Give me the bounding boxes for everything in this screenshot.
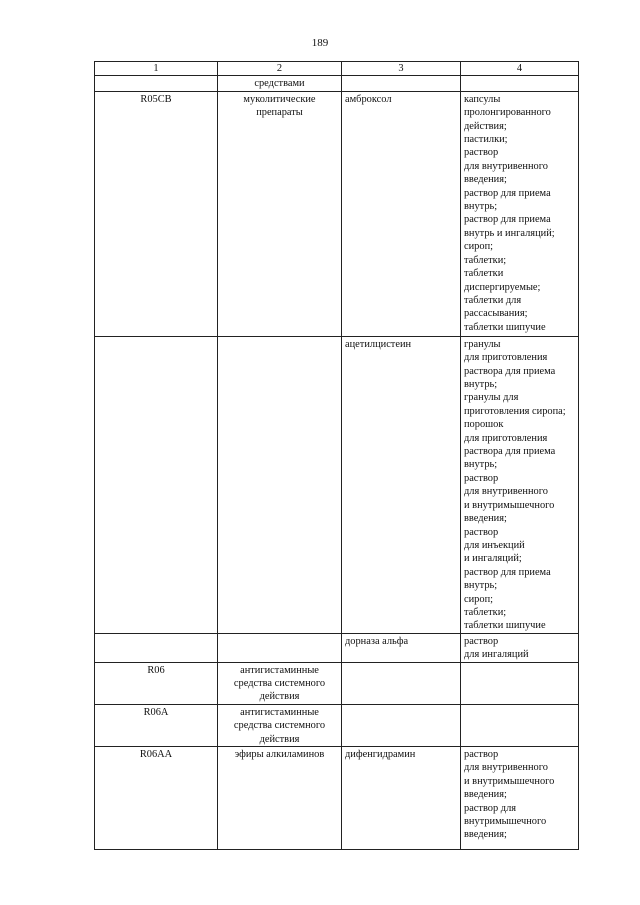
group-cell bbox=[218, 336, 342, 633]
group-cell-line: средствами bbox=[254, 78, 305, 90]
code-cell: R06A bbox=[95, 704, 218, 746]
forms-cell-line: для приготовления bbox=[464, 352, 548, 364]
forms-cell-line: внутрь; bbox=[464, 201, 498, 213]
forms-cell-line: порошок bbox=[464, 419, 504, 431]
drug-cell bbox=[342, 633, 461, 662]
forms-cell-line: для внутривенного bbox=[464, 762, 548, 774]
forms-cell-line: гранулы bbox=[464, 338, 501, 350]
forms-cell-line: для внутривенного bbox=[464, 160, 548, 172]
table-header-row bbox=[95, 62, 579, 76]
page-number: 189 bbox=[311, 37, 329, 49]
forms-cell bbox=[461, 747, 579, 850]
forms-cell bbox=[461, 76, 579, 91]
forms-cell-line: раствор для приема bbox=[464, 566, 551, 578]
forms-cell bbox=[461, 662, 579, 704]
group-cell-line: антигистаминные bbox=[240, 664, 319, 676]
forms-cell-line: внутрь; bbox=[464, 379, 498, 391]
table-row bbox=[95, 704, 579, 746]
table-row bbox=[95, 336, 579, 633]
forms-cell-line: таблетки; bbox=[464, 254, 507, 266]
drug-cell bbox=[342, 91, 461, 336]
drug-cell-line: дифенгидрамин bbox=[345, 749, 416, 760]
forms-cell-line: и внутримышечного bbox=[464, 775, 555, 787]
header-cell: 1 bbox=[95, 62, 218, 76]
forms-cell-line: гранулы для bbox=[464, 392, 519, 404]
group-cell-line: муколитические bbox=[243, 93, 316, 105]
forms-cell-line: капсулы bbox=[464, 93, 501, 105]
forms-cell bbox=[461, 336, 579, 633]
drug-cell bbox=[342, 336, 461, 633]
group-cell bbox=[218, 633, 342, 662]
forms-cell-line: введения; bbox=[464, 174, 507, 186]
code-cell bbox=[95, 76, 218, 91]
table-row bbox=[95, 747, 579, 850]
group-cell-line: средства системного bbox=[233, 720, 326, 732]
forms-cell-line: раствор для bbox=[464, 802, 517, 814]
forms-cell-line: внутрь и ингаляций; bbox=[464, 227, 555, 239]
forms-cell-line: действия; bbox=[464, 120, 507, 132]
drug-cell bbox=[342, 662, 461, 704]
forms-cell bbox=[461, 91, 579, 336]
forms-cell-line: таблетки шипучие bbox=[464, 321, 546, 333]
drug-cell bbox=[342, 704, 461, 746]
table-row bbox=[95, 662, 579, 704]
header-cell: 2 bbox=[218, 62, 342, 76]
group-cell-line: антигистаминные bbox=[240, 706, 319, 718]
forms-cell-line: и внутримышечного bbox=[464, 499, 555, 511]
forms-cell-line: для инъекций bbox=[464, 539, 525, 551]
group-cell bbox=[218, 662, 342, 704]
forms-cell bbox=[461, 633, 579, 662]
drug-cell-line: амброксол bbox=[345, 93, 392, 105]
forms-cell-line: пролонгированного bbox=[464, 107, 551, 119]
group-cell-line: действия bbox=[259, 691, 300, 703]
forms-cell-line: и ингаляций; bbox=[464, 553, 522, 565]
group-cell bbox=[218, 91, 342, 336]
forms-cell-line: рассасывания; bbox=[464, 308, 528, 320]
forms-cell-line: приготовления сиропа; bbox=[464, 405, 566, 417]
table-row bbox=[95, 633, 579, 662]
forms-cell-line: внутрь; bbox=[464, 459, 498, 471]
group-cell-line: действия bbox=[259, 733, 300, 745]
group-cell-line: препараты bbox=[256, 107, 303, 119]
forms-cell-line: введения; bbox=[464, 789, 507, 801]
forms-cell-line: таблетки; bbox=[464, 606, 507, 618]
drug-table bbox=[94, 61, 579, 850]
code-cell: R06 bbox=[95, 662, 218, 704]
forms-cell-line: раствор bbox=[464, 472, 499, 484]
table-row bbox=[95, 76, 579, 91]
forms-cell-line: введения; bbox=[464, 829, 507, 841]
forms-cell-line: таблетки шипучие bbox=[464, 620, 546, 632]
code-cell: R05CB bbox=[95, 91, 218, 336]
forms-cell-line: внутрь; bbox=[464, 580, 498, 592]
group-cell bbox=[218, 704, 342, 746]
forms-cell-line: таблетки bbox=[464, 268, 504, 280]
forms-cell-line: диспергируемые; bbox=[464, 281, 541, 293]
forms-cell-line: таблетки для bbox=[464, 294, 522, 306]
forms-cell-line: для приготовления bbox=[464, 432, 548, 444]
forms-cell bbox=[461, 704, 579, 746]
code-cell bbox=[95, 336, 218, 633]
header-cell: 3 bbox=[342, 62, 461, 76]
forms-cell-line: раствор для приема bbox=[464, 214, 551, 226]
forms-cell-line: сироп; bbox=[464, 241, 494, 253]
forms-cell-line: для ингаляций bbox=[464, 649, 529, 661]
forms-cell-line: раствора для приема bbox=[464, 365, 556, 377]
drug-cell bbox=[342, 747, 461, 850]
group-cell bbox=[218, 76, 342, 91]
forms-cell-line: для внутривенного bbox=[464, 486, 548, 498]
forms-cell-line: раствора для приема bbox=[464, 446, 556, 458]
group-cell-line: эфиры алкиламинов bbox=[234, 749, 325, 760]
table-row bbox=[95, 91, 579, 336]
forms-cell-line: раствор для приема bbox=[464, 187, 551, 199]
forms-cell-line: сироп; bbox=[464, 593, 494, 605]
header-cell: 4 bbox=[461, 62, 579, 76]
forms-cell-line: внутримышечного bbox=[464, 816, 547, 828]
drug-cell bbox=[342, 76, 461, 91]
forms-cell-line: раствор bbox=[464, 147, 499, 159]
code-cell: R06AA bbox=[95, 747, 218, 850]
forms-cell-line: раствор bbox=[464, 749, 499, 760]
forms-cell-line: раствор bbox=[464, 526, 499, 538]
group-cell bbox=[218, 747, 342, 850]
forms-cell-line: раствор bbox=[464, 635, 499, 647]
drug-cell-line: ацетилцистеин bbox=[345, 338, 412, 350]
forms-cell-line: пастилки; bbox=[464, 134, 508, 146]
group-cell-line: средства системного bbox=[233, 677, 326, 689]
forms-cell-line: введения; bbox=[464, 513, 507, 525]
code-cell bbox=[95, 633, 218, 662]
drug-cell-line: дорназа альфа bbox=[345, 635, 409, 647]
